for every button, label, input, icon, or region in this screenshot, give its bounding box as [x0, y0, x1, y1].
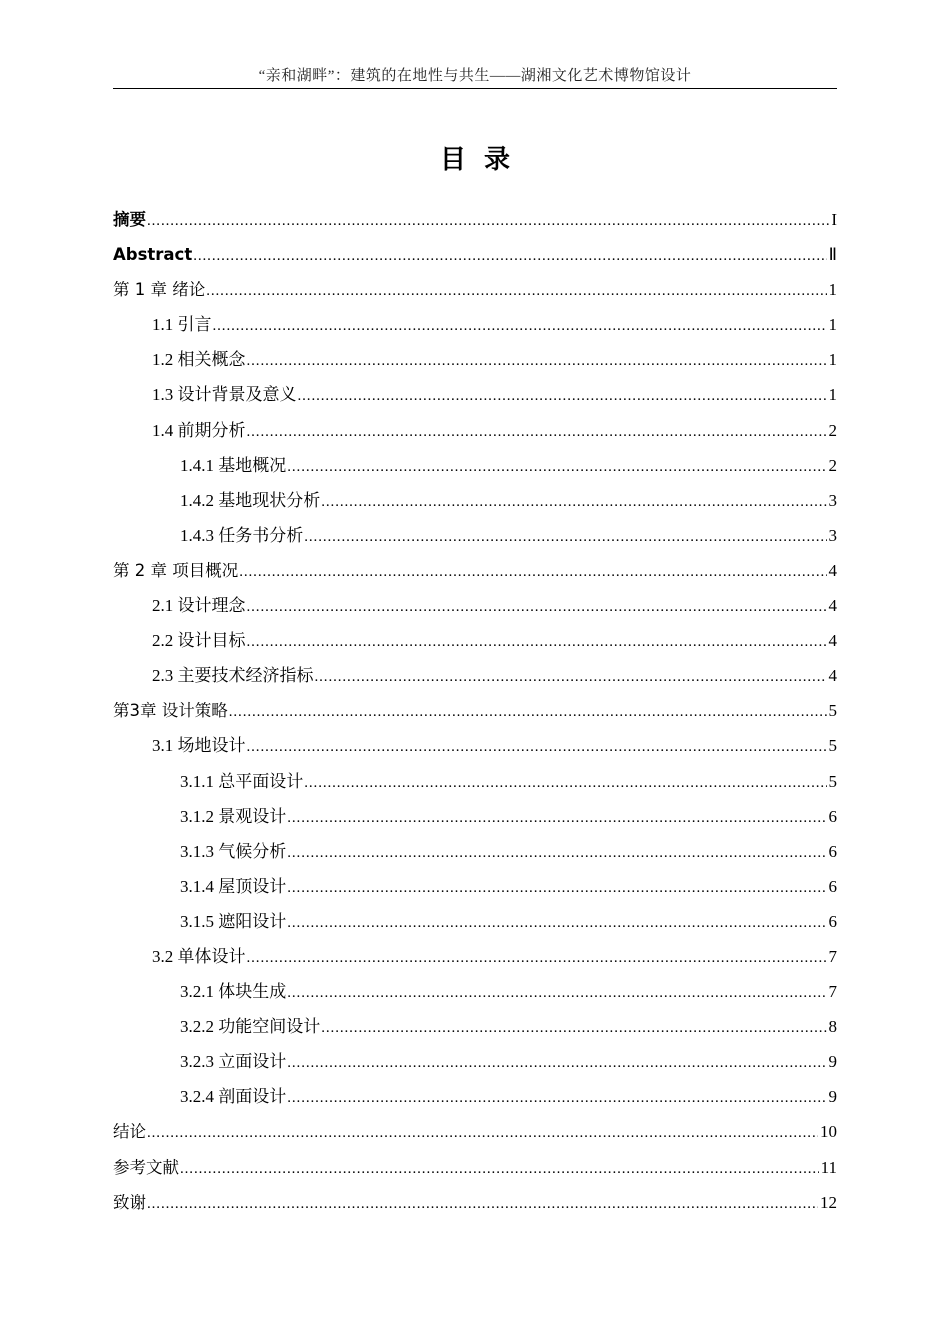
toc-dot-leader: [147, 1116, 818, 1151]
toc-dot-leader: [206, 274, 826, 309]
toc-entry-page-number: 11: [820, 1157, 837, 1177]
toc-entry-label: 3.1.2 景观设计: [180, 806, 287, 826]
toc-entry[interactable]: [113, 483, 837, 518]
toc-entry-label: 摘要: [113, 210, 146, 229]
toc-entry-page-number: 2: [828, 420, 837, 440]
toc-entry-label: 2.1 设计理念: [152, 596, 246, 616]
toc-entry[interactable]: [113, 448, 837, 483]
toc-entry-label: 3.2.2 功能空间设计: [180, 1017, 321, 1037]
toc-entry-page-number: 4: [828, 631, 837, 651]
toc-entry[interactable]: [113, 728, 837, 763]
toc-entry-label: 第 2 章 项目概况: [113, 560, 239, 580]
toc-entry-page-number: 4: [828, 596, 837, 616]
toc-entry-page-number: 7: [828, 946, 837, 966]
toc-dot-leader: [287, 801, 826, 836]
toc-entry-label: 参考文献: [113, 1157, 179, 1177]
toc-dot-leader: [229, 695, 827, 730]
toc-entry-label: 3.1.4 屋顶设计: [180, 876, 287, 896]
toc-entry-page-number: 7: [828, 982, 837, 1002]
toc-entry[interactable]: [113, 518, 837, 553]
toc-entry-page-number: 1: [828, 315, 837, 335]
toc-entry[interactable]: [113, 202, 837, 237]
toc-title: 目 录: [439, 145, 511, 175]
toc-entry[interactable]: [113, 588, 837, 623]
toc-entry-page-number: 9: [828, 1052, 837, 1072]
toc-entry-label: 1.4 前期分析: [152, 420, 246, 440]
toc-dot-leader: [180, 1152, 819, 1187]
toc-entry[interactable]: [113, 377, 837, 412]
toc-dot-leader: [193, 239, 826, 274]
toc-entry-label: 第3章 设计策略: [113, 701, 228, 721]
toc-entry-label: 1.4.1 基地概况: [180, 455, 287, 475]
toc-entry-label: 2.3 主要技术经济指标: [152, 666, 314, 686]
toc-entry-label: 3.1 场地设计: [152, 736, 246, 756]
toc-entry-label: 2.2 设计目标: [152, 631, 246, 651]
toc-dot-leader: [287, 1046, 826, 1081]
toc-entry[interactable]: [113, 1044, 837, 1079]
toc-entry[interactable]: [113, 658, 837, 693]
toc-entry-page-number: 12: [820, 1192, 837, 1212]
toc-entry-label: Abstract: [113, 245, 193, 265]
toc-entry-page-number: 5: [828, 736, 837, 756]
toc-dot-leader: [213, 309, 827, 344]
toc-entry-page-number: 3: [828, 525, 837, 545]
toc-entry-page-number: 1: [828, 280, 837, 300]
toc-entry[interactable]: [113, 939, 837, 974]
toc-entry-page-number: 4: [828, 560, 837, 580]
toc-dot-leader: [239, 555, 826, 590]
toc-dot-leader: [247, 625, 827, 660]
toc-entry[interactable]: [113, 553, 837, 588]
toc-entry[interactable]: [113, 342, 837, 377]
toc-entry[interactable]: [113, 307, 837, 342]
toc-dot-leader: [287, 1081, 826, 1116]
running-header-title: “亲和湖畔”：建筑的在地性与共生——湖湘文化艺术博物馆设计: [258, 68, 692, 84]
toc-entry[interactable]: [113, 1009, 837, 1044]
toc-entry[interactable]: [113, 693, 837, 728]
toc-dot-leader: [247, 344, 827, 379]
toc-entry[interactable]: [113, 1079, 837, 1114]
toc-entry-label: 1.4.3 任务书分析: [180, 525, 304, 545]
toc-entry-label: 3.2.4 剖面设计: [180, 1087, 287, 1107]
toc-entry-label: 1.2 相关概念: [152, 350, 246, 370]
toc-entry-page-number: 3: [828, 490, 837, 510]
toc-entry[interactable]: [113, 1185, 837, 1220]
toc-dot-leader: [315, 660, 827, 695]
toc-entry-page-number: 9: [828, 1087, 837, 1107]
toc-entry[interactable]: [113, 1114, 837, 1149]
toc-entry-label: 3.1.5 遮阳设计: [180, 911, 287, 931]
toc-entry[interactable]: [113, 237, 837, 272]
toc-entry-page-number: 5: [828, 701, 837, 721]
toc-dot-leader: [304, 520, 826, 555]
toc-entry-page-number: 10: [820, 1122, 837, 1142]
table-of-contents: [113, 202, 837, 1220]
toc-entry-label: 结论: [113, 1122, 146, 1142]
toc-entry[interactable]: [113, 834, 837, 869]
header-divider: [113, 88, 837, 89]
toc-dot-leader: [247, 730, 827, 765]
toc-entry-page-number: I: [831, 210, 837, 229]
toc-entry-page-number: 6: [828, 911, 837, 931]
toc-dot-leader: [287, 906, 826, 941]
toc-entry-page-number: 8: [828, 1017, 837, 1037]
toc-entry[interactable]: [113, 799, 837, 834]
toc-entry-label: 1.3 设计背景及意义: [152, 385, 297, 405]
toc-entry-page-number: 2: [828, 455, 837, 475]
toc-dot-leader: [247, 590, 827, 625]
toc-dot-leader: [287, 836, 826, 871]
toc-entry-page-number: 4: [828, 666, 837, 686]
toc-entry-page-number: 1: [828, 350, 837, 370]
toc-dot-leader: [147, 1187, 818, 1222]
toc-entry[interactable]: [113, 1150, 837, 1185]
toc-entry[interactable]: [113, 869, 837, 904]
toc-dot-leader: [247, 941, 827, 976]
toc-entry-page-number: 5: [828, 771, 837, 791]
toc-entry[interactable]: [113, 623, 837, 658]
toc-entry-label: 第 1 章 绪论: [113, 280, 206, 300]
toc-entry-label: 致谢: [113, 1192, 146, 1212]
toc-entry-label: 1.4.2 基地现状分析: [180, 490, 321, 510]
toc-entry-label: 3.1.3 气候分析: [180, 841, 287, 861]
toc-entry-page-number: 6: [828, 806, 837, 826]
toc-entry[interactable]: [113, 413, 837, 448]
toc-dot-leader: [321, 485, 826, 520]
toc-entry-label: 3.1.1 总平面设计: [180, 771, 304, 791]
toc-entry[interactable]: [113, 272, 837, 307]
toc-entry-label: 3.2.3 立面设计: [180, 1052, 287, 1072]
toc-entry-page-number: 1: [828, 385, 837, 405]
toc-entry-page-number: 6: [828, 876, 837, 896]
toc-dot-leader: [287, 976, 826, 1011]
toc-entry-label: 1.1 引言: [152, 315, 212, 335]
toc-dot-leader: [298, 379, 827, 414]
toc-entry[interactable]: [113, 764, 837, 799]
toc-dot-leader: [287, 450, 826, 485]
toc-dot-leader: [287, 871, 826, 906]
toc-entry-page-number: Ⅱ: [828, 245, 837, 265]
toc-entry-page-number: 6: [828, 841, 837, 861]
toc-entry-label: 3.2.1 体块生成: [180, 982, 287, 1002]
toc-entry[interactable]: [113, 904, 837, 939]
toc-entry[interactable]: [113, 974, 837, 1009]
toc-dot-leader: [247, 415, 827, 450]
toc-dot-leader: [304, 766, 826, 801]
toc-dot-leader: [321, 1011, 826, 1046]
toc-entry-label: 3.2 单体设计: [152, 946, 246, 966]
toc-dot-leader: [147, 204, 829, 239]
